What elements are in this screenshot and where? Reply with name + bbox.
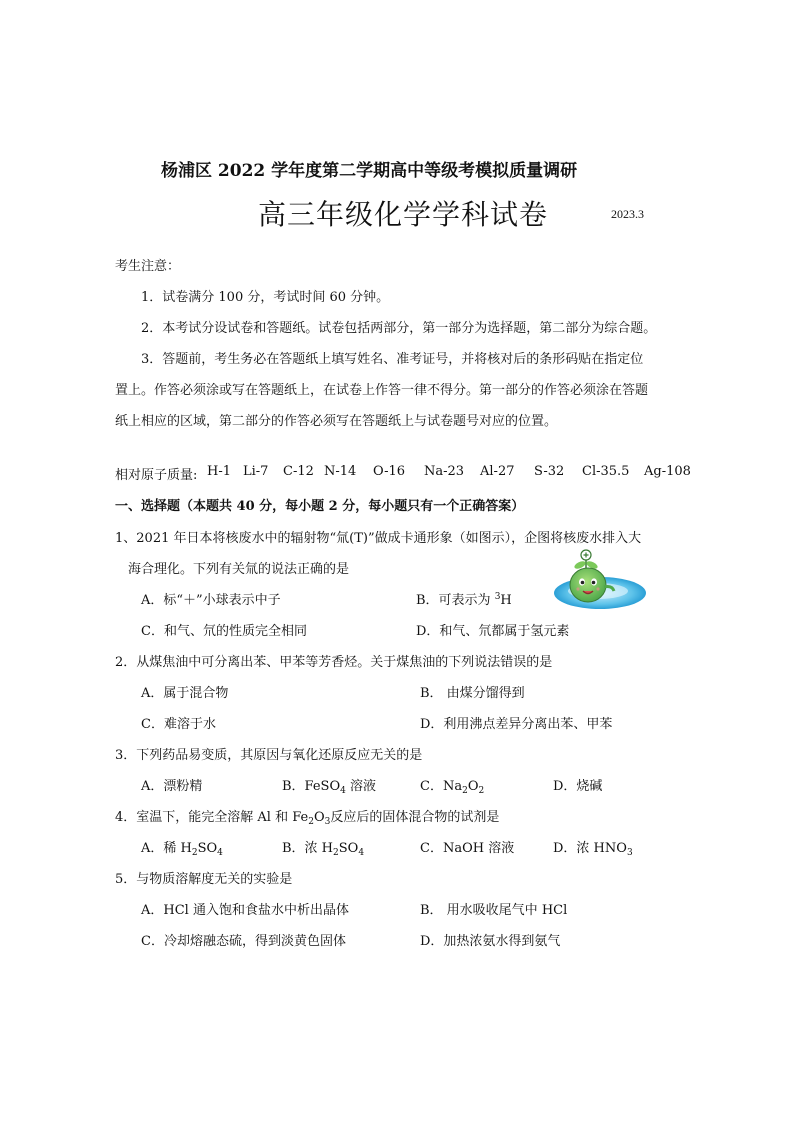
q5-option-d: D．加热浓氨水得到氨气 (420, 934, 561, 949)
tritium-mascot-illustration (548, 547, 648, 613)
atomic-mass-item: N-14 (324, 464, 357, 479)
notice-item-2: 2．本考试分设试卷和答题纸。试卷包括两部分，第一部分为选择题，第二部分为综合题。 (141, 321, 657, 336)
atomic-mass-label: 相对原子质量: (115, 468, 198, 483)
atomic-mass-item: H-1 (207, 464, 232, 479)
q4-option-a: A．稀 $H_2SO_4$ (141, 841, 223, 858)
atomic-mass-item: Li-7 (243, 464, 269, 479)
q5-option-b: B． 用水吸收尾气中 HCl (420, 903, 568, 918)
q2-option-c: C．难溶于水 (141, 717, 216, 732)
q1-stem-line-1: 1、2021 年日本将核废水中的辐射物“氚(T)”做成卡通形象（如图示），企图将核废水排入大 (115, 531, 642, 546)
q4-option-b: B．浓 $H_2SO_4$ (282, 841, 365, 858)
exam-header-title: 杨浦区 2022 学年度第二学期高中等级考模拟质量调研 (161, 161, 578, 181)
q5-option-c: C．冷却熔融态硫，得到淡黄色固体 (141, 934, 346, 949)
q2-option-d: D．利用沸点差异分离出苯、甲苯 (420, 717, 613, 732)
q2-option-b: B． 由煤分馏得到 (420, 686, 525, 701)
atomic-mass-item: Na-23 (424, 464, 465, 479)
q1-option-b: B．可表示为 $^3$H (416, 592, 512, 608)
exam-subject-title: 高三年级化学学科试卷 (258, 198, 549, 231)
section-1-title: 一、选择题（本题共 40 分，每小题 2 分，每小题只有一个正确答案） (115, 499, 525, 514)
q3-option-c: C．$Na_2O_2$ (420, 779, 485, 796)
notice-item-3-line-1: 3．答题前，考生务必在答题纸上填写姓名、准考证号，并将核对后的条形码贴在指定位 (141, 352, 644, 367)
q2-stem: 2．从煤焦油中可分离出苯、甲苯等芳香烃。关于煤焦油的下列说法错误的是 (115, 655, 553, 670)
exam-date: 2023.3 (611, 207, 644, 221)
q5-stem: 5．与物质溶解度无关的实验是 (115, 872, 293, 887)
q2-option-a: A．属于混合物 (141, 686, 229, 701)
notice-item-1: 1．试卷满分 100 分，考试时间 60 分钟。 (141, 290, 390, 305)
q1-option-d: D．和气、氘都属于氢元素 (416, 624, 570, 639)
atomic-mass-item: O-16 (373, 464, 406, 479)
atomic-mass-item: Al-27 (480, 464, 515, 479)
q1-stem-line-2: 海合理化。下列有关氚的说法正确的是 (128, 562, 350, 577)
q3-option-d: D．烧碱 (553, 779, 603, 794)
q5-option-a: A．HCl 通入饱和食盐水中析出晶体 (141, 903, 349, 918)
q1-option-c: C．和气、氘的性质完全相同 (141, 624, 307, 639)
atomic-mass-item: C-12 (283, 464, 314, 479)
atomic-mass-item: Ag-108 (644, 464, 691, 479)
atomic-mass-item: Cl-35.5 (582, 464, 630, 479)
notice-item-3-line-3: 纸上相应的区域，第二部分的作答必须写在答题纸上与试卷题号对应的位置。 (115, 414, 558, 429)
q4-option-c: C．NaOH 溶液 (420, 841, 515, 856)
q3-option-b: B．FeSO$_4$ 溶液 (282, 779, 376, 796)
q3-stem: 3．下列药品易变质，其原因与氧化还原反应无关的是 (115, 748, 423, 763)
q4-option-d: D．浓 $HNO_3$ (553, 841, 633, 858)
notice-item-3-line-2: 置上。作答必须涂或写在答题纸上，在试卷上作答一律不得分。第一部分的作答必须涂在答题 (115, 383, 649, 398)
notice-label: 考生注意： (115, 259, 181, 274)
q4-stem: 4．室温下，能完全溶解 Al 和 $Fe_2O_3$反应后的固体混合物的试剂是 (115, 810, 500, 827)
atomic-mass-item: S-32 (534, 464, 565, 479)
q3-option-a: A．漂粉精 (141, 779, 203, 794)
q1-option-a: A．标“＋”小球表示中子 (141, 593, 281, 608)
